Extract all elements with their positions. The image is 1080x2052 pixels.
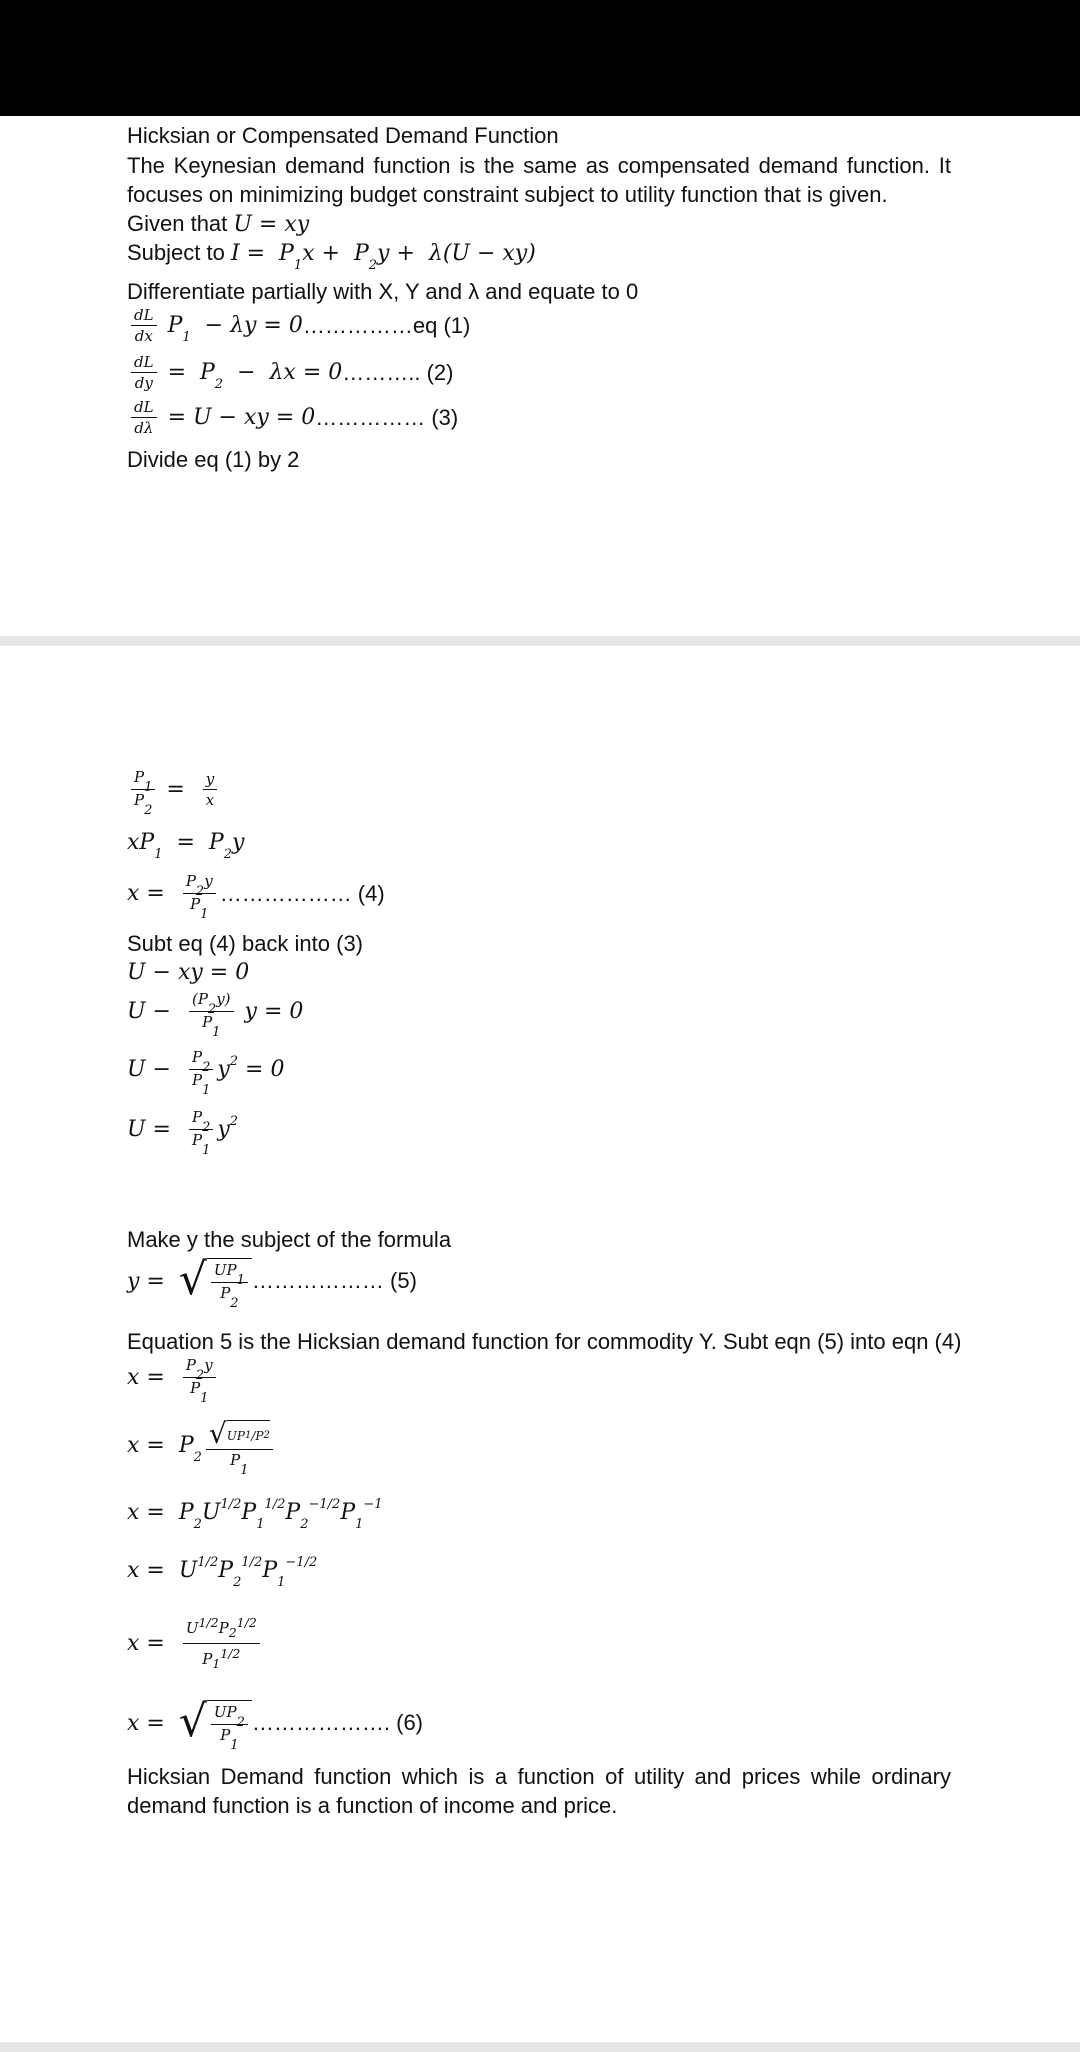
derivative-dl-dx: $\frac{dL}{dx}$ [131,306,157,345]
make-y-text: Make y the subject of the formula [127,1227,452,1252]
price-ratio-equation: $\frac{P1}{P2}$ = $\frac{y}{x}$ [127,768,221,811]
substitution-step-2: U − $\frac{P2}{P1}$ $y^2 = 0$ [127,1048,285,1098]
substitution-step-1: U − $\frac{(P2y)}{P1}$ y = 0 [127,990,304,1040]
equation-5: y = √ $\frac{UP1}{P2}$ ……………… (5) [127,1254,417,1311]
x-exponent-step-1: $x = P_2U^{1/2}P_1^{1/2}P_2^{-1/2}P_1^{-1}$ [127,1497,383,1532]
eq1-label: ……………eq (1) [302,312,471,338]
divide-text: Divide eq (1) by 2 [127,447,300,472]
differentiate-text: Differentiate partially with X, Y and λ and equate to 0 [127,279,639,304]
square-root-sign: √ $\frac{UP1}{P2}$ [179,1258,252,1304]
page-separator [0,636,1080,646]
eq5-label: ……………… (5) [251,1268,417,1293]
section-heading: Hicksian or Compensated Demand Function [127,123,559,148]
given-label: Given that [127,211,234,236]
x-equation-restated: x = $\frac{P2y}{P1}$ [127,1356,220,1399]
equation-4: x = $\frac{P2y}{P1}$ ……………… (4) [127,872,385,922]
intro-paragraph: The Keynesian demand function is the same as compensated demand function. It focuses on minimizing budget constraint subject to utility function that is given. [127,153,951,207]
eq3-label: …………… (3) [315,404,459,430]
subt-text: Subt eq (4) back into (3) [127,931,364,956]
cross-multiply-equation: $xP_1 = P_2y$ [127,830,245,862]
substitution-step-3: U = $\frac{P2}{P1}$ $y^2$ [127,1108,239,1158]
equation-2: $\frac{dL}{dy}$ = $P_2 - \lambda x = 0$ ……….. (2) [127,353,454,392]
page-separator-bottom [0,2042,1080,2052]
lagrangian-equation: $I = P_1x + P_2y + \lambda(U - xy)$ [230,241,536,273]
x-substitution-step: $x = P_2$ √ UP 1 /P 2 P1 [127,1420,277,1471]
conclusion-paragraph: Hicksian Demand function which is a function of utility and prices while ordinary demand function is a function of income and price. [127,1764,951,1818]
equation-5-text: Equation 5 is the Hicksian demand function for commodity Y. Subt eqn (5) into eqn (4) [127,1329,962,1354]
given-line [127,210,309,239]
eq4-label: ……………… (4) [219,880,385,906]
x-exponent-step-2: $x = U^{1/2}P_2^{1/2}P_1^{-1/2}$ [127,1555,318,1590]
eq2-label: ……….. (2) [342,359,454,385]
subject-label: Subject to [127,240,231,265]
square-root-sign: √ $\frac{UP2}{P1}$ [179,1700,252,1746]
utility-equation: U − xy = 0 [127,960,250,985]
x-exponent-step-3: x = $\frac{U^{1/2}P_2^{1/2}}{P_1^{1/2}}$ [127,1614,264,1673]
eq6-label: ………………. (6) [251,1710,424,1735]
top-black-bar [0,0,1080,116]
equation-3: $\frac{dL}{d\lambda}$ = U − xy = 0 …………… (3) [127,398,458,437]
given-equation: U = xy [233,212,310,237]
equation-1: $\frac{dL}{dx}$ $P_1 - \lambda y = 0$ ……………eq (1) [127,306,470,345]
constraint-line [127,239,536,271]
derivative-dl-dy: $\frac{dL}{dy}$ [131,353,157,392]
derivative-dl-dlambda: $\frac{dL}{d\lambda}$ [131,398,157,437]
equation-6: x = √ $\frac{UP2}{P1}$ ………………. (6) [127,1696,424,1753]
